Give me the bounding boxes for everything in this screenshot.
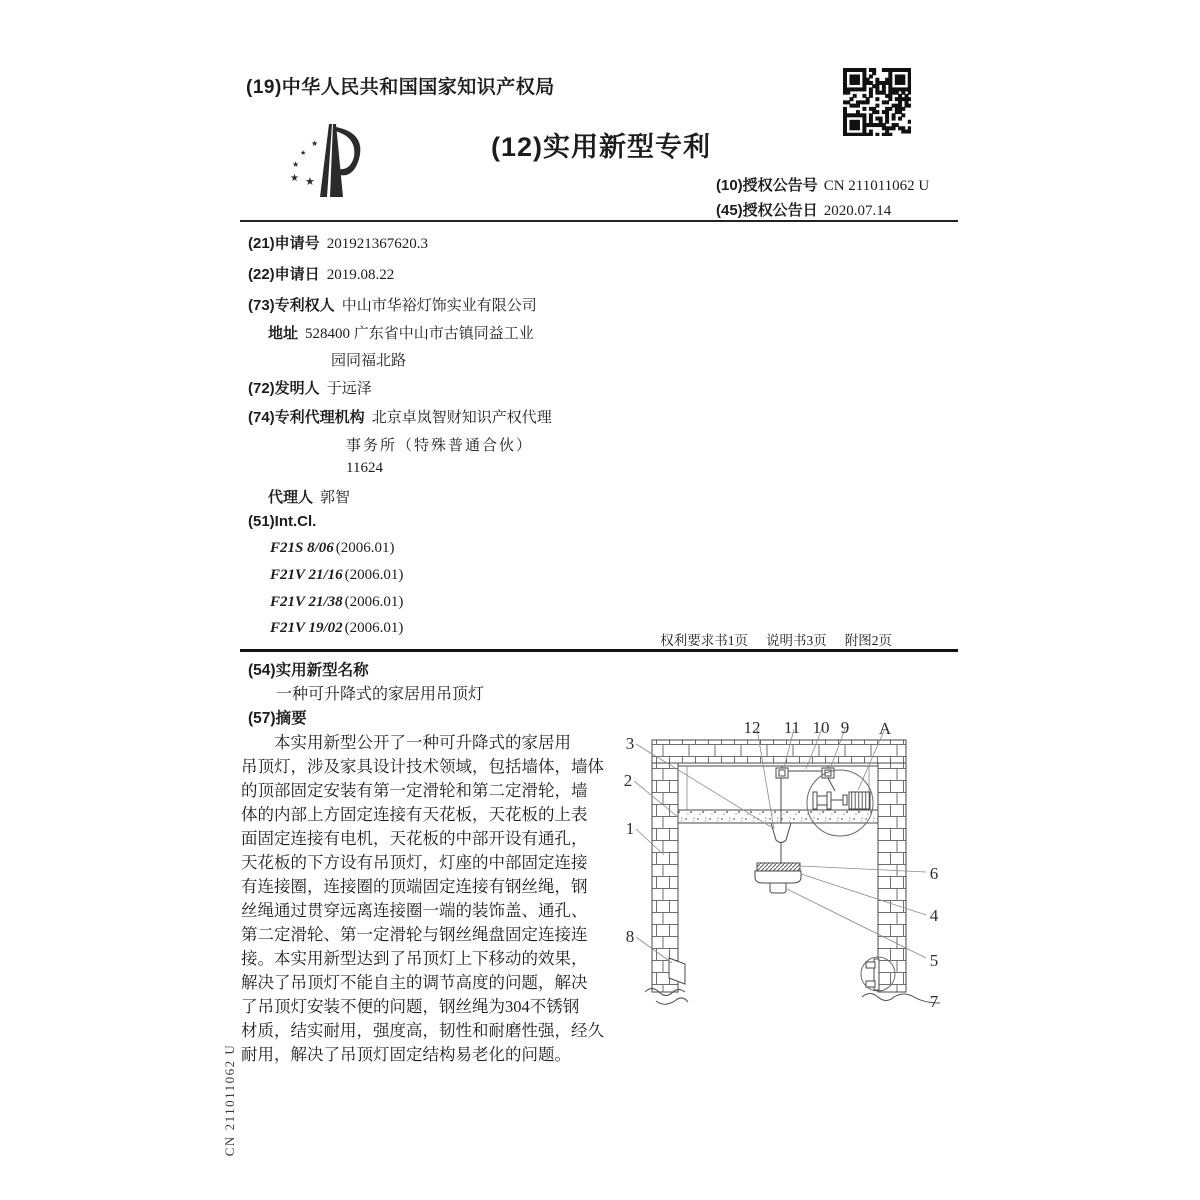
- agency-label: (74)专利代理机构: [248, 409, 365, 426]
- abstract-line: 本实用新型公开了一种可升降式的家居用: [274, 733, 571, 752]
- ref-label: 5: [929, 951, 939, 970]
- patentee-label: (73)专利权人: [248, 297, 335, 314]
- abstract-line: 体的内部上方固定连接有天花板，天花板的上表: [241, 805, 588, 824]
- ipc-version: (2006.01): [344, 594, 404, 610]
- application-number-label: (21)申请号: [248, 235, 320, 252]
- agent-label: 代理人: [268, 489, 314, 506]
- cnipa-logo-icon: [285, 115, 375, 205]
- ref-label: 11: [783, 718, 801, 737]
- abstract-line: 耐用，解决了吊顶灯固定结构易老化的问题。: [241, 1045, 571, 1064]
- ref-label: 10: [812, 718, 830, 737]
- abstract-section-label: (57)摘要: [248, 710, 307, 727]
- abstract-line: 有连接圈，连接圈的顶端固定连接有钢丝绳，钢: [241, 877, 588, 896]
- motor-and-winch: [813, 792, 870, 809]
- ref-label: A: [878, 719, 892, 738]
- abstract-line: 天花板的下方设有吊顶灯，灯座的中部固定连接: [241, 853, 588, 872]
- svg-text:★: ★: [300, 149, 307, 157]
- abstract-line: 面固定连接有电机，天花板的中部开设有通孔，: [241, 829, 588, 848]
- break-line-right: [862, 994, 940, 1004]
- abstract-line: 吊顶灯，涉及家具设计技术领域，包括墙体，墙体: [241, 757, 604, 776]
- publication-number-label: (10)授权公告号: [716, 177, 818, 194]
- header-divider: [240, 220, 958, 222]
- publication-date-value: 2020.07.14: [823, 203, 892, 219]
- abstract-line: 丝绳通过贯穿远离连接圈一端的装饰盖、通孔、: [241, 901, 588, 920]
- int-cl-label: (51)Int.Cl.: [248, 513, 317, 530]
- decorative-cover: [771, 823, 791, 843]
- ref-label: 6: [929, 864, 939, 883]
- abstract-line: 材质，结实耐用，强度高，韧性和耐磨性强，经久: [241, 1021, 604, 1040]
- application-number-value: 201921367620.3: [326, 236, 428, 252]
- ipc-code: F21V 21/38: [270, 594, 343, 610]
- ref-label: 7: [929, 992, 939, 1011]
- ceiling-brick-band: [652, 740, 906, 763]
- address-value: 528400 广东省中山市古镇同益工业: [305, 326, 534, 342]
- ref-label: 1: [625, 819, 635, 838]
- invention-title: 一种可升降式的家居用吊顶灯: [276, 686, 485, 703]
- agency-value: 北京卓岚智财知识产权代理: [371, 410, 552, 426]
- patentee-row: [248, 294, 537, 315]
- pages-info: [660, 629, 892, 649]
- ref-label: 4: [929, 906, 939, 925]
- section-divider: [240, 649, 958, 652]
- application-date-label: (22)申请日: [248, 266, 320, 283]
- svg-text:★: ★: [311, 139, 319, 148]
- ipc-entry: [270, 594, 403, 611]
- inventor-value: 于远泽: [326, 381, 372, 397]
- description-pages: 说明书3页: [766, 633, 827, 648]
- ipc-version: (2006.01): [344, 567, 404, 583]
- patent-figure: [610, 700, 965, 1022]
- abstract-line: 了吊顶灯安装不便的问题，钢丝绳为304不锈钢: [241, 997, 580, 1016]
- qr-code-icon: [843, 68, 911, 136]
- lamp-socket: [770, 883, 786, 893]
- publication-number: [716, 174, 929, 195]
- address-row-2: 园同福北路: [331, 353, 407, 369]
- ipc-entry: [270, 567, 403, 584]
- agent-value: 郭智: [320, 490, 351, 506]
- ref-label: 3: [625, 734, 635, 753]
- ref-label: 9: [840, 718, 850, 737]
- ipc-code: F21S 8/06: [270, 540, 334, 556]
- svg-text:★: ★: [292, 160, 300, 169]
- connection-ring: [757, 863, 800, 871]
- ref-label: 8: [625, 927, 635, 946]
- ipc-entry: [270, 540, 395, 557]
- ipc-code: F21V 21/16: [270, 567, 343, 583]
- agency-row: [248, 406, 552, 427]
- svg-text:★: ★: [290, 173, 299, 184]
- claims-pages: 权利要求书1页: [660, 633, 748, 648]
- ipc-version: (2006.01): [335, 540, 395, 556]
- ipc-code: F21V 19/02: [270, 620, 343, 636]
- break-line-left-2: [656, 998, 688, 1004]
- publication-date: [716, 199, 891, 220]
- ref-label: 12: [743, 718, 761, 737]
- inventor-row: [248, 377, 372, 398]
- address-label: 地址: [268, 325, 299, 342]
- ceiling-board: [678, 810, 878, 823]
- agent-row: [268, 486, 350, 507]
- agency-row-2: 事务所（特殊普通合伙）: [346, 438, 534, 454]
- issuing-office: (19)中华人民共和国国家知识产权局: [246, 77, 555, 98]
- ipc-entry: [270, 620, 403, 637]
- publication-date-label: (45)授权公告日: [716, 202, 818, 219]
- abstract-text: [241, 731, 604, 1067]
- abstract-line: 第二定滑轮、第一定滑轮与钢丝绳盘固定连接连: [241, 925, 588, 944]
- side-document-number-text: CN 211011062 U: [222, 1043, 237, 1157]
- ceiling-lamp: [755, 863, 801, 893]
- application-date-row: [248, 263, 394, 284]
- inventor-label: (72)发明人: [248, 380, 320, 397]
- abstract-line: 的顶部固定安装有第一定滑轮和第二定滑轮，墙: [241, 781, 588, 800]
- doc-type-title: (12)实用新型专利: [491, 132, 712, 162]
- address-row: [268, 322, 534, 343]
- drawings-pages: 附图2页: [844, 633, 892, 648]
- side-document-number: [160, 1030, 300, 1170]
- lamp-shade: [755, 871, 801, 883]
- agency-code: 11624: [346, 460, 383, 476]
- svg-text:★: ★: [305, 176, 315, 188]
- ipc-version: (2006.01): [344, 620, 404, 636]
- abstract-line: 接。本实用新型达到了吊顶灯上下移动的效果，: [241, 949, 588, 968]
- publication-number-value: CN 211011062 U: [823, 178, 930, 194]
- ref-label: 2: [623, 771, 633, 790]
- patentee-value: 中山市华裕灯饰实业有限公司: [341, 298, 537, 314]
- title-section-label: (54)实用新型名称: [248, 662, 369, 679]
- first-pulley: [776, 766, 788, 778]
- abstract-line: 解决了吊顶灯不能自主的调节高度的问题，解决: [241, 973, 588, 992]
- application-number-row: [248, 232, 428, 253]
- application-date-value: 2019.08.22: [326, 267, 395, 283]
